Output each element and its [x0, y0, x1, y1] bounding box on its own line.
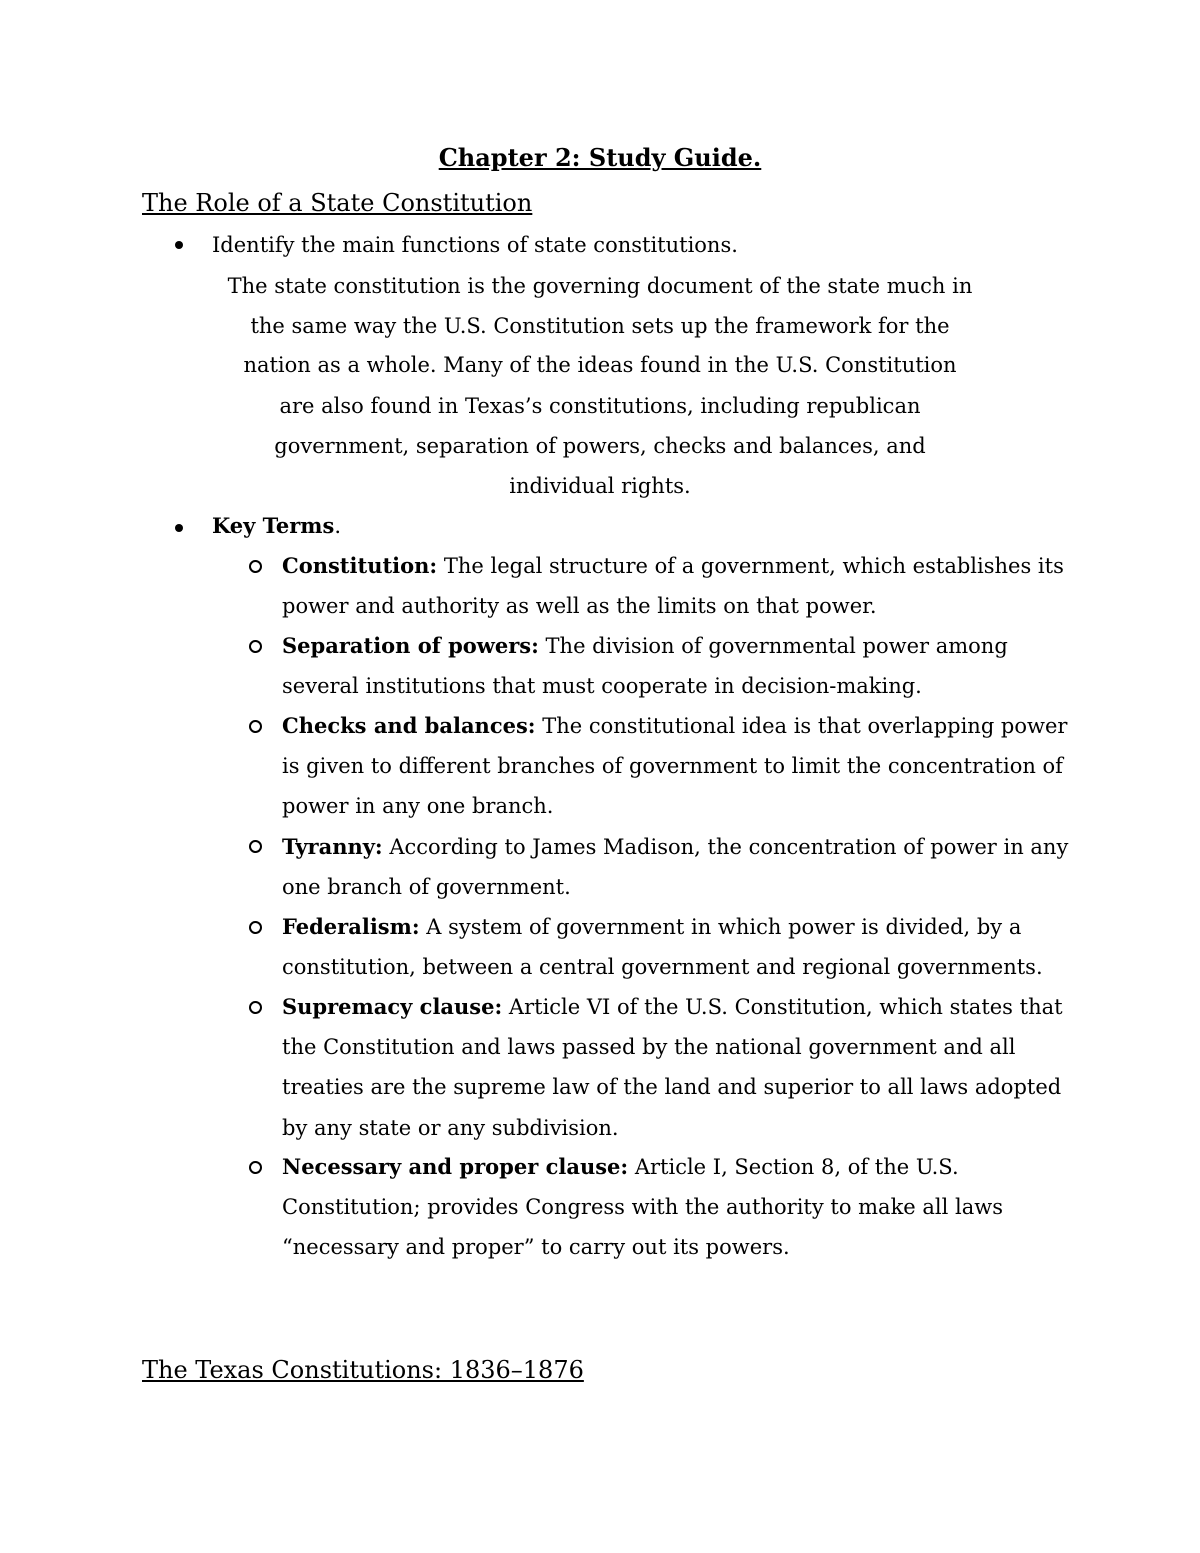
term-name: Constitution:	[282, 553, 438, 578]
answer-line: individual rights.	[509, 474, 691, 498]
term-name: Federalism:	[282, 914, 420, 939]
circle-bullet-icon	[249, 640, 262, 653]
term-name: Separation of powers:	[282, 633, 539, 658]
answer-line: government, separation of powers, checks and balances, and	[274, 434, 926, 458]
term-name: Necessary and proper clause:	[282, 1154, 629, 1179]
term-definition: The legal structure of a government, which establishes its power and authority as well as the limits on that power.	[282, 554, 1064, 619]
term-name: Checks and balances:	[282, 713, 536, 738]
key-terms-label: Key Terms	[212, 513, 335, 538]
answer-line: are also found in Texas’s constitutions, including republican	[279, 394, 921, 418]
circle-bullet-icon	[249, 840, 262, 853]
circle-bullet-icon	[249, 1161, 262, 1174]
term-item-checks-and-balances	[282, 706, 1072, 827]
bullet-dot-icon	[175, 241, 183, 249]
term-definition: A system of government in which power is divided, by a constitution, between a central government and regional governments.	[282, 915, 1043, 980]
term-item-tyranny	[282, 827, 1072, 907]
section-heading-role-of-state-constitution: The Role of a State Constitution	[142, 189, 533, 217]
page-title: Chapter 2: Study Guide.	[438, 143, 762, 172]
key-terms-suffix: .	[334, 514, 342, 538]
term-definition: The constitutional idea is that overlapping power is given to different branches of government to limit the concentration of power in any one branch.	[282, 714, 1068, 819]
circle-bullet-icon	[249, 921, 262, 934]
term-item-constitution	[282, 546, 1072, 626]
term-item-separation-of-powers	[282, 626, 1072, 706]
term-definition: Article VI of the U.S. Constitution, which states that the Constitution and laws passed by the national government and all treaties are the supreme law of the land and superior to all laws adopted by any state or any subdivision.	[282, 995, 1063, 1140]
circle-bullet-icon	[249, 560, 262, 573]
term-item-supremacy-clause	[282, 987, 1072, 1148]
term-definition: Article I, Section 8, of the U.S. Constitution; provides Congress with the authority to make all laws “necessary and proper” to carry out its powers.	[282, 1155, 1004, 1260]
answer-line: The state constitution is the governing document of the state much in	[227, 274, 973, 298]
term-definition: The division of governmental power among several institutions that must cooperate in decision-making.	[282, 634, 1008, 699]
term-name: Supremacy clause:	[282, 994, 503, 1019]
section-heading-texas-constitutions: The Texas Constitutions: 1836–1876	[142, 1356, 584, 1384]
bullet-key-terms	[212, 511, 341, 541]
circle-bullet-icon	[249, 720, 262, 733]
term-item-federalism	[282, 907, 1072, 987]
answer-line: the same way the U.S. Constitution sets up the framework for the	[250, 314, 950, 338]
answer-line: nation as a whole. Many of the ideas found in the U.S. Constitution	[243, 353, 957, 377]
term-name: Tyranny:	[282, 834, 383, 859]
bullet-identify-functions: Identify the main functions of state constitutions.	[212, 233, 738, 257]
term-item-necessary-and-proper-clause	[282, 1147, 1072, 1268]
term-definition: According to James Madison, the concentration of power in any one branch of government.	[282, 835, 1069, 900]
bullet-dot-icon	[175, 524, 183, 532]
circle-bullet-icon	[249, 1001, 262, 1014]
